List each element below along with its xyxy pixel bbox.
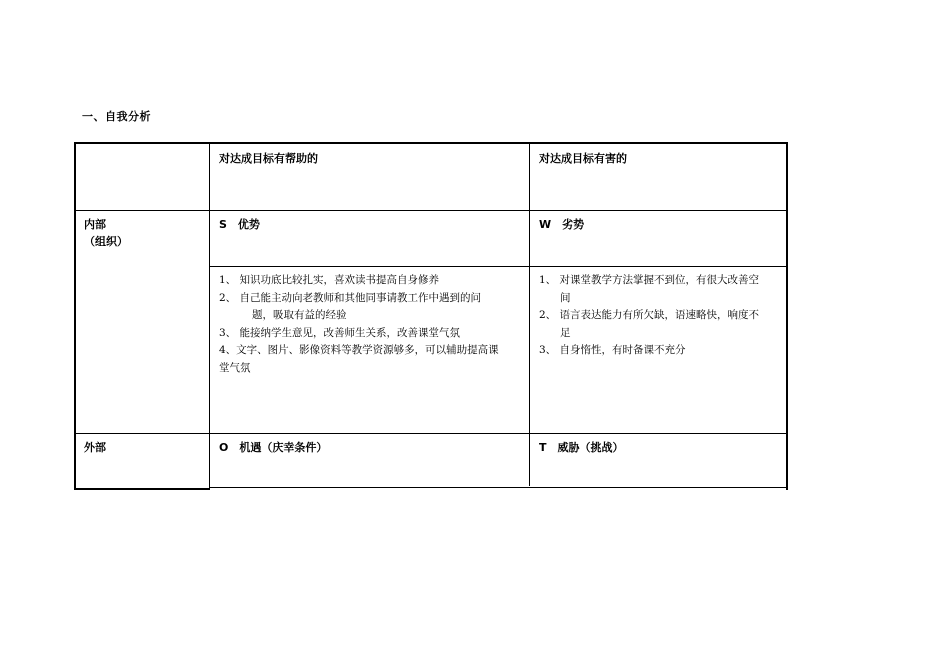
weaknesses-list (539, 272, 783, 360)
external-label: 外部 (84, 441, 106, 454)
list-item: 4、文字、图片、影像资料等教学资源够多，可以辅助提高课 (219, 344, 499, 356)
opportunities-title: O 机遇（庆幸条件） (219, 441, 328, 454)
divider-row-1 (75, 210, 787, 211)
divider-col-2 (529, 143, 530, 486)
table-border-bottom-left (74, 488, 210, 490)
weaknesses-title: W 劣势 (539, 218, 585, 231)
header-helpful: 对达成目标有帮助的 (219, 152, 318, 165)
internal-label (84, 216, 128, 250)
list-item: 3、 自身惰性，有时备课不充分 (539, 344, 686, 356)
divider-row-3 (75, 433, 787, 434)
list-item: 1、 对课堂教学方法掌握不到位，有很大改善空 (539, 274, 760, 286)
list-item: 足 (560, 326, 571, 339)
internal-label-line1: 内部 (84, 218, 106, 231)
divider-row-2 (209, 266, 787, 267)
table-border-bottom-right (209, 487, 788, 488)
list-item: 1、 知识功底比较扎实，喜欢读书提高自身修养 (219, 274, 440, 286)
header-harmful: 对达成目标有害的 (539, 152, 627, 165)
list-item: 堂气氛 (219, 361, 251, 374)
divider-col-1 (209, 143, 210, 490)
threats-title: T 威胁（挑战） (539, 441, 624, 454)
list-item: 3、 能接纳学生意见，改善师生关系，改善课堂气氛 (219, 326, 461, 339)
list-item: 题，吸取有益的经验 (252, 309, 347, 321)
list-item: 间 (560, 291, 571, 304)
list-item: 2、 自己能主动向老教师和其他同事请教工作中遇到的问 (219, 291, 482, 304)
list-item: 2、 语言表达能力有所欠缺，语速略快，响度不 (539, 309, 760, 321)
table-border-right (786, 142, 788, 490)
table-border-top (74, 142, 788, 144)
strengths-title: S 优势 (219, 218, 260, 231)
section-title: 一、自我分析 (82, 110, 151, 123)
strengths-list (219, 272, 525, 377)
table-border-left (74, 142, 76, 490)
internal-label-line2: （组织） (84, 235, 128, 248)
